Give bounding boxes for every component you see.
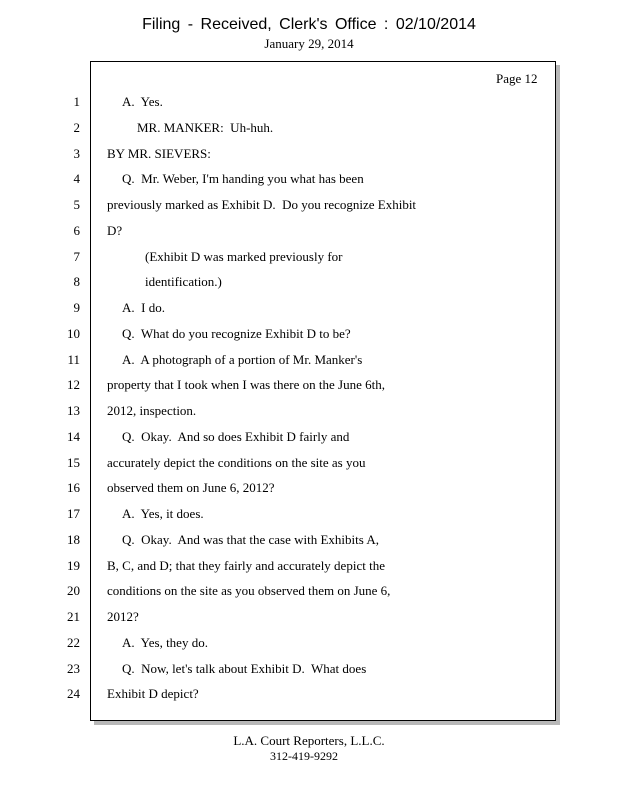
page-number: Page 12 <box>496 71 538 86</box>
line-number: 3 <box>73 145 80 161</box>
line-number: 17 <box>67 506 80 521</box>
line-number: 21 <box>67 609 80 624</box>
transcript-line: MR. MANKER: Uh-huh. <box>137 119 274 135</box>
line-number: 4 <box>73 171 80 187</box>
line-number: 7 <box>73 248 80 264</box>
transcript-line: A. A photograph of a portion of Mr. Manker's <box>122 351 363 367</box>
transcript-line: A. Yes, they do. <box>122 634 208 650</box>
line-number: 20 <box>67 583 80 599</box>
transcript-line: Q. What do you recognize Exhibit D to be? <box>122 325 351 341</box>
line-number: 16 <box>67 480 80 496</box>
transcript-date: January 29, 2014 <box>264 36 354 51</box>
line-number: 12 <box>67 377 80 393</box>
transcript-line: BY MR. SIEVERS: <box>107 145 211 161</box>
line-number: 18 <box>67 531 80 547</box>
transcript-line: observed them on June 6, 2012? <box>107 480 275 496</box>
transcript-line: property that I took when I was there on the June 6th, <box>107 377 385 393</box>
transcript-line: 2012? <box>107 609 139 624</box>
filing-header: Filing - Received, Clerk's Office : 02/10/2014 <box>142 16 476 33</box>
line-number: 22 <box>67 634 80 650</box>
transcript-line: A. Yes, it does. <box>122 506 204 521</box>
line-number: 6 <box>73 222 80 238</box>
line-number: 10 <box>67 325 80 341</box>
line-number: 24 <box>67 686 80 702</box>
transcript-line: A. Yes. <box>122 94 163 109</box>
transcript-line: previously marked as Exhibit D. Do you recognize Exhibit <box>107 197 417 212</box>
line-number: 23 <box>67 660 80 676</box>
transcript-line: Q. Mr. Weber, I'm handing you what has been <box>122 171 364 187</box>
line-number: 2 <box>73 119 80 135</box>
line-number: 19 <box>67 557 80 573</box>
transcript-line: A. I do. <box>122 300 165 315</box>
transcript-line: Exhibit D depict? <box>107 686 199 702</box>
line-number: 14 <box>67 428 80 444</box>
transcript-line: B, C, and D; that they fairly and accurately depict the <box>107 557 385 573</box>
transcript-line: (Exhibit D was marked previously for <box>145 248 343 264</box>
line-number: 15 <box>67 454 80 470</box>
transcript-line: D? <box>107 222 123 238</box>
transcript-line: Q. Okay. And so does Exhibit D fairly and <box>122 428 350 444</box>
transcript-line: accurately depict the conditions on the site as you <box>107 454 366 470</box>
footer-phone: 312-419-9292 <box>270 749 338 763</box>
line-number: 13 <box>67 403 80 418</box>
transcript-line: Q. Now, let's talk about Exhibit D. What does <box>122 660 367 676</box>
line-number: 9 <box>73 300 80 315</box>
line-number: 8 <box>73 274 80 290</box>
transcript-line: identification.) <box>145 274 222 290</box>
line-number: 11 <box>67 351 80 367</box>
transcript-line: Q. Okay. And was that the case with Exhibits A, <box>122 531 379 547</box>
transcript-line: 2012, inspection. <box>107 403 197 418</box>
line-number: 5 <box>73 197 80 212</box>
line-number: 1 <box>73 94 80 109</box>
footer-company: L.A. Court Reporters, L.L.C. <box>233 733 385 748</box>
transcript-line: conditions on the site as you observed them on June 6, <box>107 583 391 599</box>
